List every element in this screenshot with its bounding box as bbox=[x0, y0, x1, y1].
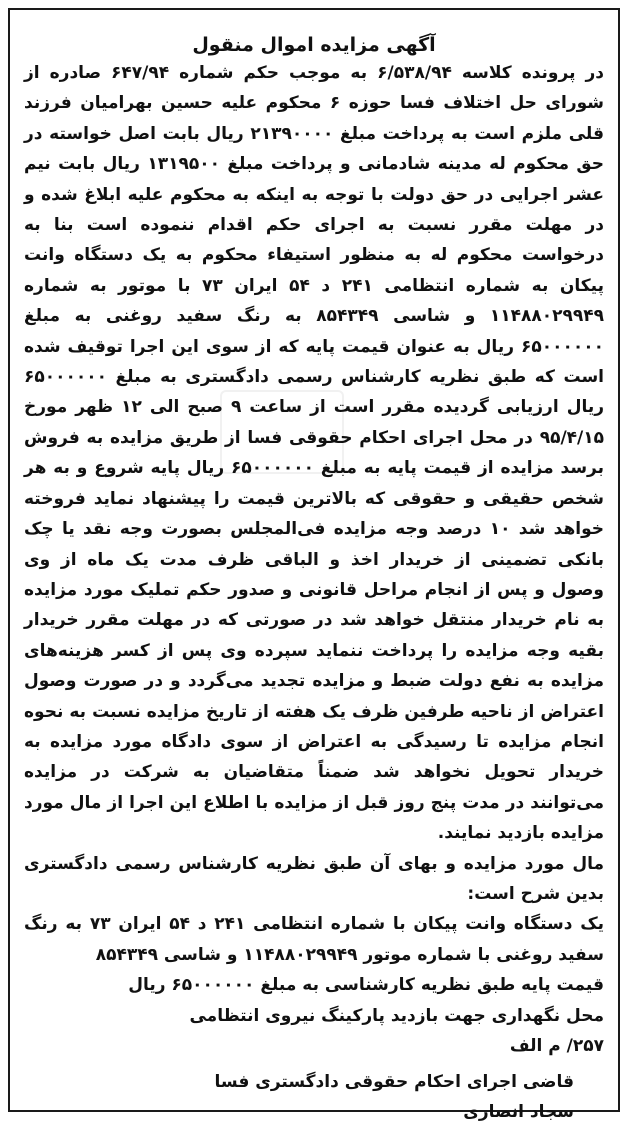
signature-block bbox=[24, 1067, 604, 1127]
details-intro: مال مورد مزایده و بهای آن طبق نظریه کارشناس رسمی دادگستری بدین شرح است: bbox=[24, 853, 604, 904]
details-storage-location: محل نگهداری جهت بازدید پارکینگ نیروی انتظامی bbox=[189, 1005, 604, 1026]
notice-frame bbox=[8, 8, 620, 1123]
details-reference-number: ۲۵۷/ م الف bbox=[509, 1036, 604, 1056]
details-vehicle: یک دستگاه وانت پیکان با شماره انتظامی ۲۴۱ د ۵۴ ایران ۷۳ به رنگ سفید روغنی با شماره موتور ۱۱۴۸۸۰۲۹۹۴۹ و شاسی ۸۵۴۳۴۹ bbox=[24, 914, 605, 965]
notice-details bbox=[24, 849, 604, 1062]
notice-title: آگهی مزایده اموال منقول bbox=[192, 34, 436, 56]
signature-name: سجاد انصاری bbox=[463, 1102, 574, 1123]
notice-body: در پرونده کلاسه ۶/۵۳۸/۹۴ به موجب حکم شماره ۶۴۷/۹۴ صادره از شورای حل اختلاف فسا حوزه ۶ محکوم علیه حسین بهرامیان فرزند قلی ملزم است به پرداخت مبلغ ۲۱۳۹۰۰۰۰ ریال بابت اصل خواسته در حق محکوم له مدینه شادمانی و پرداخت مبلغ ۱۳۱۹۵۰۰ ریال بابت نیم عشر اجرایی در حق دولت با توجه به اینکه به محکوم علیه ابلاغ شده و در مهلت مقرر نسبت به اجرای حکم اقدام ننموده است بنا به درخواست محکوم له به منظور استیفاء محکوم به یک دستگاه وانت پیکان به شماره انتظامی ۲۴۱ د ۵۴ ایران ۷۳ با موتور به شماره ۱۱۴۸۸۰۲۹۹۴۹ و شاسی ۸۵۴۳۴۹ به رنگ سفید روغنی به مبلغ ۶۵۰۰۰۰۰۰ ریال به عنوان قیمت پایه که از سوی این اجرا توقیف شده است که طبق نظریه کارشناس رسمی دادگستری به مبلغ ۶۵۰۰۰۰۰۰ ریال ارزیابی گردیده مقرر است از ساعت ۹ صبح الی ۱۲ ظهر مورخ ۹۵/۴/۱۵ در محل اجرای احکام حقوقی فسا از طریق مزایده به فروش برسد مزایده از قیمت پایه به مبلغ ۶۵۰۰۰۰۰۰ ریال پایه شروع و به هر شخص حقیقی و حقوقی که بالاترین قیمت را پیشنهاد نماید فروخته خواهد شد ۱۰ درصد وجه مزایده فی‌المجلس بصورت وجه نقد یا چک بانکی تضمینی از خریدار اخذ و الباقی ظرف مدت یک ماه از وی وصول و پس از انجام مراحل قانونی و صدور حکم تملیک مورد مزایده به نام خریدار منتقل خواهد شد در صورتی که در مهلت مقرر خریدار بقیه وجه مزایده را پرداخت ننماید سپرده وی پس از کسر هزینه‌های مزایده به نفع دولت ضبط و مزایده تجدید می‌گردد و در صورت وصول اعتراض از ناحیه طرفین ظرف یک هفته از تاریخ مزایده نسبت به نحوه انجام مزایده تا رسیدگی به اعتراض از سوی دادگاه مورد مزایده به خریدار تحویل نخواهد شد ضمناً متقاضیان به شرکت در مزایده می‌توانند در مدت پنج روز قبل از مزایده با اطلاع این اجرا از مال مورد مزایده بازدید نمایند. bbox=[24, 63, 605, 844]
signature-office: قاضی اجرای احکام حقوقی دادگستری فسا bbox=[214, 1072, 574, 1093]
details-base-price: قیمت پایه طبق نظریه کارشناسی به مبلغ ۶۵۰۰۰۰۰۰ ریال bbox=[128, 975, 604, 996]
